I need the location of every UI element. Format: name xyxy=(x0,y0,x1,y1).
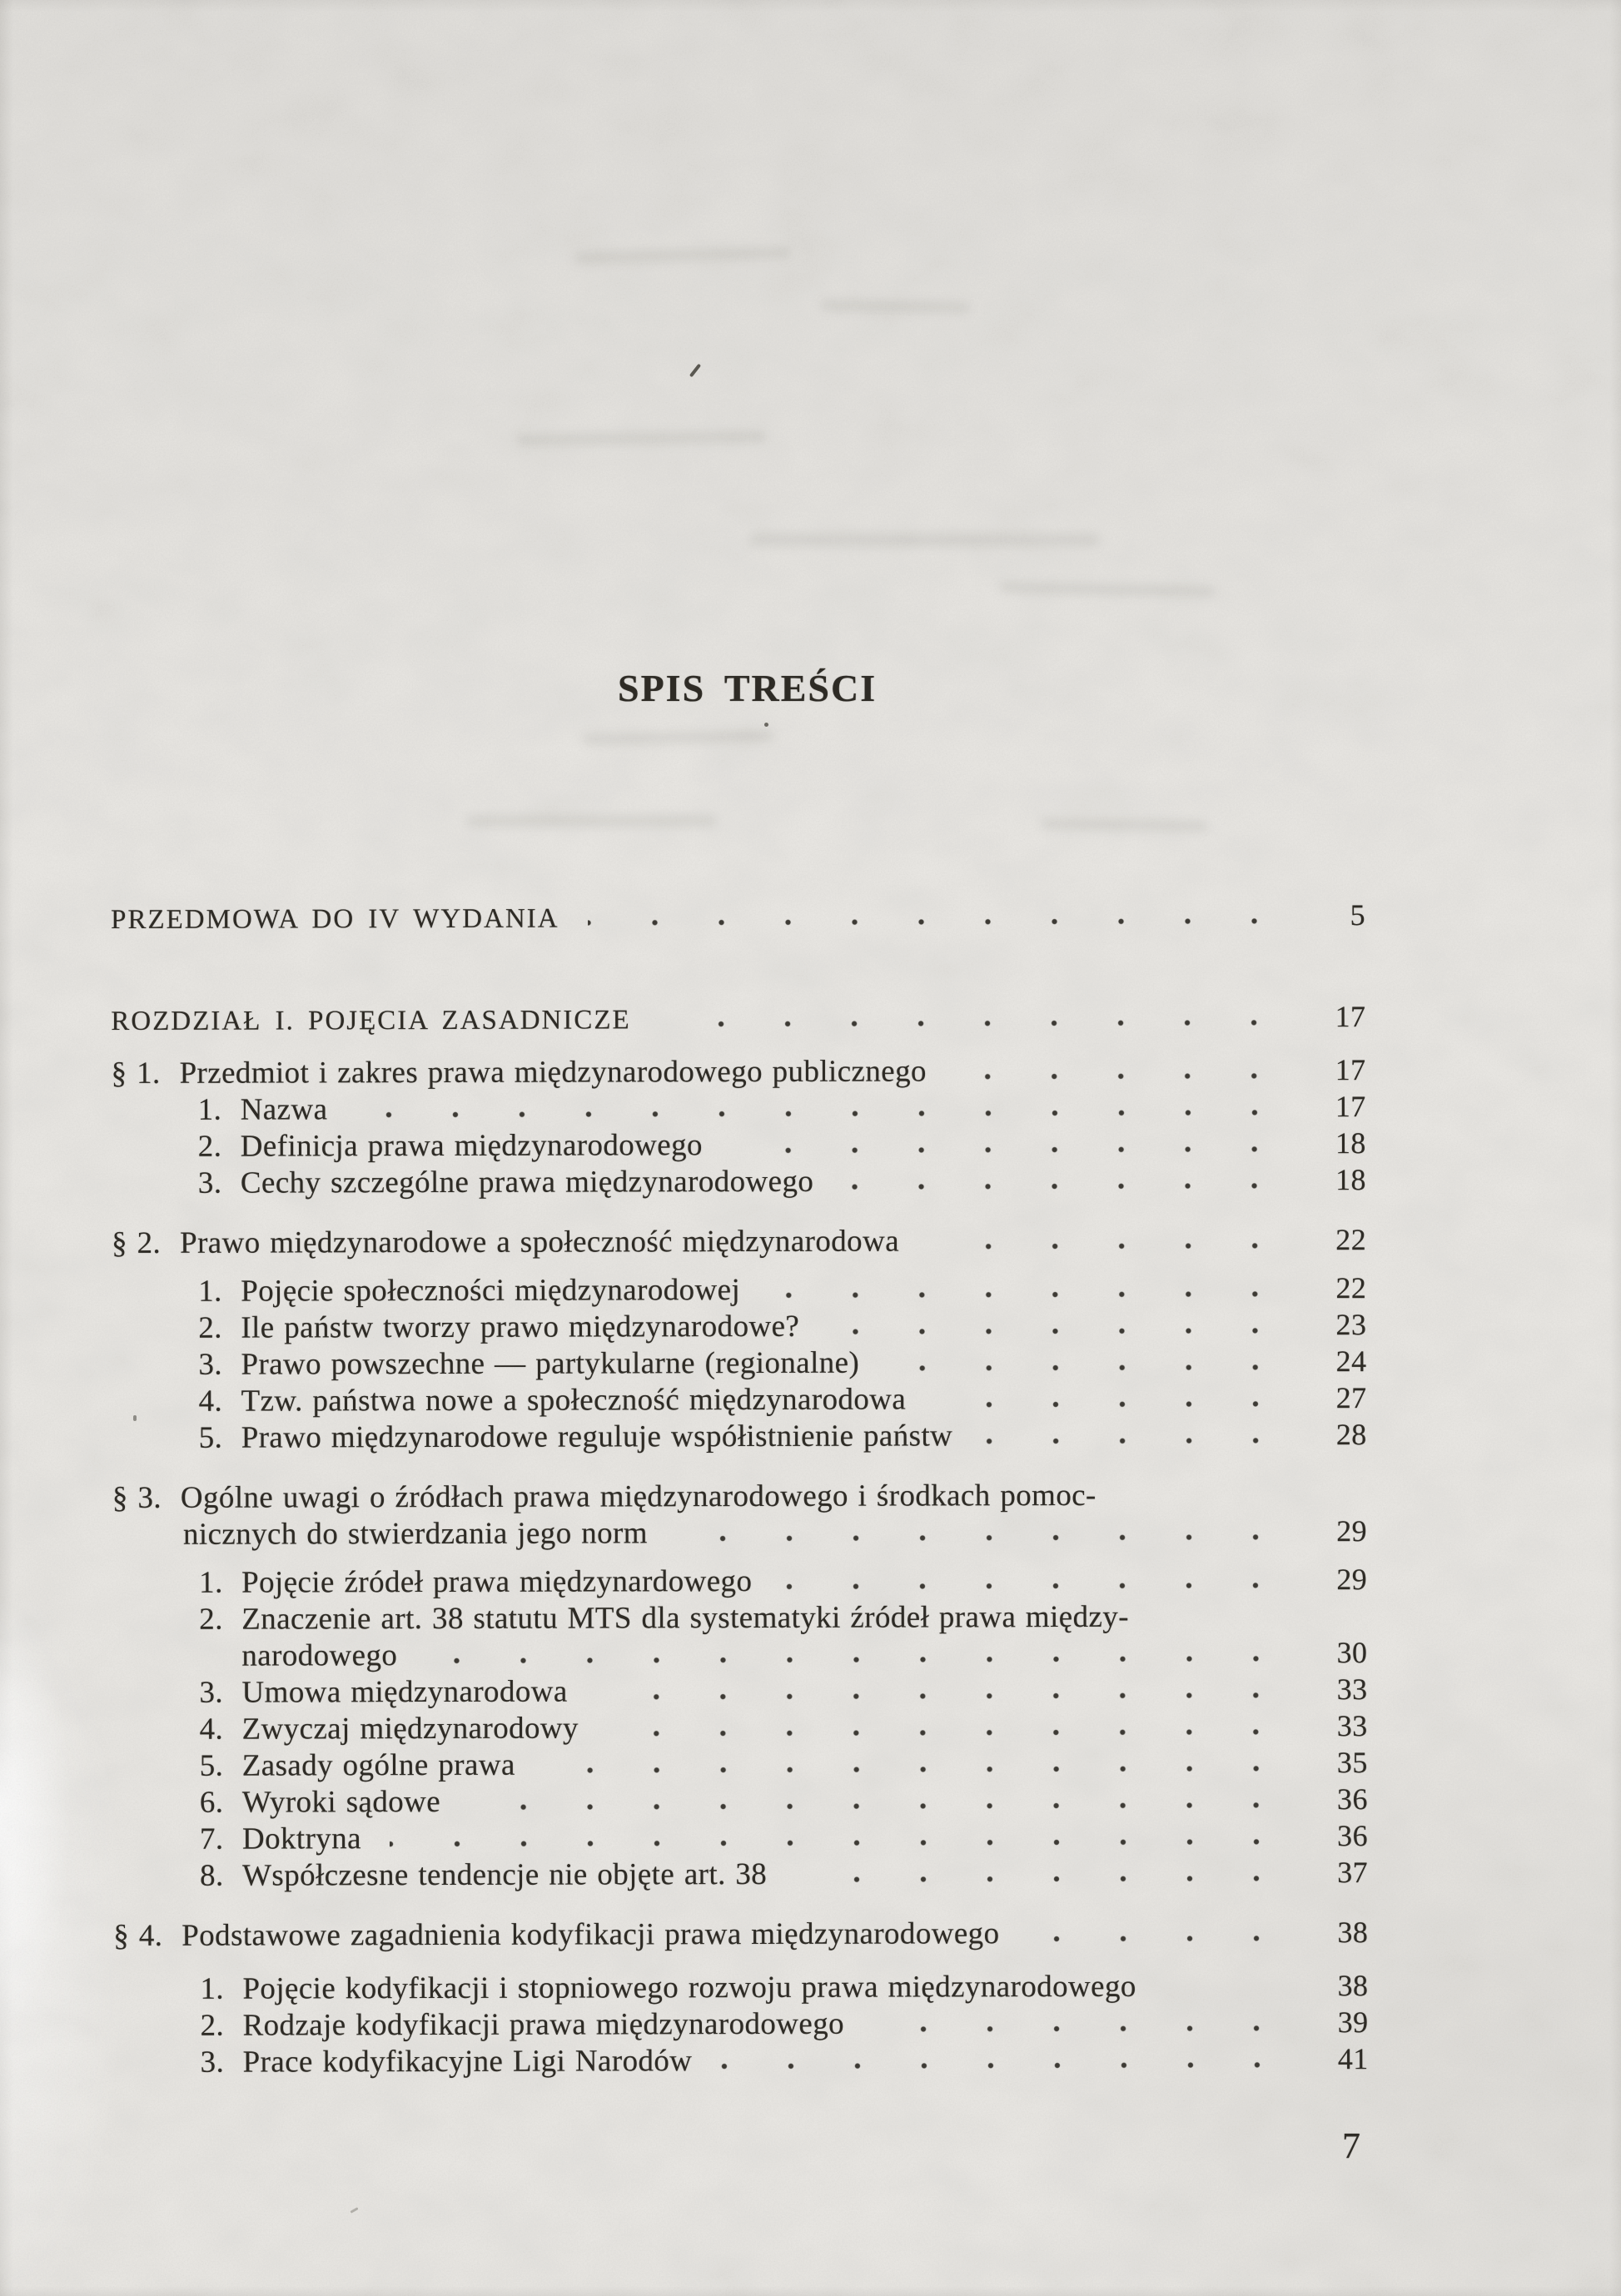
toc-leader-dots xyxy=(544,1762,1290,1776)
ink-speck xyxy=(764,723,768,727)
toc-row xyxy=(112,1126,1366,1165)
toc-entry-text: Prawo powszechne — partykularne (regionalne) xyxy=(241,1345,860,1382)
toc-page-number: 29 xyxy=(1336,1563,1368,1597)
toc-entry-text: Prace kodyfikacyjne Ligi Narodów xyxy=(242,2044,693,2080)
toc-leader-dots xyxy=(873,2022,1290,2035)
toc-page-number: 27 xyxy=(1335,1381,1367,1415)
toc-entry-text: Pojęcie społeczności międzynarodowej xyxy=(241,1273,741,1309)
toc-entry-text: Ogólne uwagi o źródłach prawa międzynarodowego i środkach pomoc- xyxy=(180,1478,1096,1515)
toc-entry-text: Zwyczaj międzynarodowy xyxy=(241,1711,579,1747)
toc-leader-dots xyxy=(780,1579,1289,1593)
toc-leader-dots xyxy=(842,1180,1288,1192)
toc-leader-dots xyxy=(588,915,1288,928)
toc-entry-marker: 1. xyxy=(197,1092,222,1127)
toc-page-number: 38 xyxy=(1337,1916,1369,1950)
toc-entry-marker: 8. xyxy=(200,1858,224,1893)
toc-entry-marker: 1. xyxy=(200,1971,225,2006)
toc-row xyxy=(113,1818,1368,1858)
toc-leader-dots xyxy=(888,1361,1288,1374)
toc-leader-dots xyxy=(596,1689,1290,1702)
toc-row xyxy=(113,1745,1368,1785)
toc-entry-text: Ile państw tworzy prawo międzynarodowe? xyxy=(241,1309,800,1345)
toc-leader-dots xyxy=(1027,1932,1290,1945)
toc-entry-marker: 6. xyxy=(199,1785,224,1820)
toc-entry-marker: 3. xyxy=(197,1165,222,1200)
toc-row xyxy=(112,1222,1366,1262)
toc-leader-dots xyxy=(981,1434,1288,1447)
toc-entry-marker: 1. xyxy=(199,1565,223,1600)
toc-entry-marker: § 2. xyxy=(112,1225,162,1260)
toc-row xyxy=(111,999,1365,1039)
toc-entry-marker: 2. xyxy=(197,1129,222,1164)
toc-entry-marker: § 3. xyxy=(112,1480,162,1515)
toc-entry-marker: 2. xyxy=(199,1602,223,1637)
toc-row xyxy=(112,1380,1367,1420)
toc-leader-dots xyxy=(356,1106,1287,1121)
toc-page-number: 41 xyxy=(1337,2042,1369,2076)
toc-page-number: 30 xyxy=(1336,1636,1368,1670)
toc-row xyxy=(113,1782,1368,1821)
toc-row xyxy=(112,1344,1366,1384)
toc-row xyxy=(112,1598,1367,1638)
toc-leader-dots xyxy=(425,1652,1289,1667)
toc-page-number: 22 xyxy=(1335,1223,1367,1257)
toc-leader-dots xyxy=(955,1070,1288,1082)
toc-leader-dots xyxy=(659,1016,1288,1030)
toc-row xyxy=(112,1270,1366,1310)
toc-row xyxy=(113,1968,1368,2008)
toc-leader-dots xyxy=(1125,1494,1289,1507)
toc-page-number: 33 xyxy=(1336,1672,1368,1707)
toc-row xyxy=(112,1635,1367,1675)
toc-entry-text: Tzw. państwa nowe a społeczność międzynarodowa xyxy=(241,1382,907,1419)
bleed-through-smudge xyxy=(820,300,970,312)
toc-entry-marker: 3. xyxy=(198,1347,223,1382)
toc-entry-text: nicznych do stwierdzania jego norm xyxy=(182,1516,648,1552)
toc-page-number: 37 xyxy=(1337,1856,1369,1890)
toc-leader-dots xyxy=(720,2059,1290,2072)
toc-page-number: 29 xyxy=(1336,1514,1368,1548)
bleed-through-smudge xyxy=(1041,819,1207,832)
toc-page-number: 18 xyxy=(1335,1126,1366,1160)
toc-page-number: 35 xyxy=(1336,1746,1368,1780)
bleed-through-smudge xyxy=(466,816,716,826)
toc-leader-dots xyxy=(676,1531,1289,1544)
toc-entry-text: Prawo międzynarodowe reguluje współistnienie państw xyxy=(241,1419,953,1455)
toc-entry-text: Podstawowe zagadnienia kodyfikacji prawa międzynarodowego xyxy=(181,1916,1000,1953)
toc-entry-text: Znaczenie art. 38 statutu MTS dla systematyki źródeł prawa między- xyxy=(241,1599,1129,1637)
toc-row xyxy=(112,1672,1367,1712)
toc-page-number: 28 xyxy=(1335,1418,1367,1452)
toc-row xyxy=(112,1513,1367,1553)
toc-entry-text: narodowego xyxy=(241,1638,398,1673)
ink-speck xyxy=(350,2207,358,2214)
toc-row xyxy=(113,2005,1368,2045)
toc-leader-dots xyxy=(1165,1985,1290,1997)
toc-page-number: 23 xyxy=(1335,1308,1367,1342)
bleed-through-smudge xyxy=(999,582,1216,596)
toc-leader-dots xyxy=(934,1398,1288,1410)
toc-row xyxy=(111,897,1365,937)
toc-row xyxy=(112,1307,1366,1347)
bleed-through-smudge xyxy=(516,431,766,445)
toc-entry-text: Współczesne tendencje nie objęte art. 38 xyxy=(242,1856,768,1893)
page-title: SPIS TREŚCI xyxy=(618,667,878,709)
toc-page-number: 18 xyxy=(1335,1163,1366,1197)
toc-list xyxy=(111,897,1369,2081)
toc-entry-text: Umowa międzynarodowa xyxy=(241,1674,568,1710)
toc-row xyxy=(112,1162,1366,1202)
toc-entry-text: Pojęcie kodyfikacji i stopniowego rozwoju prawa międzynarodowego xyxy=(242,1969,1136,2006)
toc-page-number: 24 xyxy=(1335,1344,1367,1379)
toc-entry-marker: 5. xyxy=(199,1748,224,1783)
toc-entry-marker: 5. xyxy=(198,1420,223,1455)
toc-entry-text: Doktryna xyxy=(241,1821,361,1856)
toc-row xyxy=(113,1855,1368,1895)
toc-entry-text: Rodzaje kodyfikacji prawa międzynarodowego xyxy=(242,2006,845,2043)
toc-page-number: 17 xyxy=(1335,1090,1366,1124)
toc-entry-text: Zasady ogólne prawa xyxy=(241,1747,515,1783)
toc-page-number: 39 xyxy=(1337,2005,1369,2040)
toc-row xyxy=(112,1417,1367,1457)
toc-entry-text: PRZEDMOWA DO IV WYDANIA xyxy=(111,903,559,935)
toc-entry-marker: § 1. xyxy=(111,1056,161,1091)
toc-row xyxy=(113,1915,1368,1955)
toc-leader-dots xyxy=(795,1872,1290,1886)
toc-entry-marker: § 4. xyxy=(113,1918,163,1953)
toc-page-number: 38 xyxy=(1337,1969,1369,2003)
toc-leader-dots xyxy=(390,1836,1290,1850)
toc-entry-marker: 4. xyxy=(199,1712,224,1747)
toc-leader-dots xyxy=(828,1324,1288,1337)
ink-speck xyxy=(689,364,701,378)
toc-entry-marker: 2. xyxy=(200,2008,225,2043)
toc-entry-marker: 4. xyxy=(198,1384,223,1419)
toc-page-number: 36 xyxy=(1337,1819,1368,1853)
toc-entry-text: Wyroki sądowe xyxy=(241,1784,441,1820)
toc-entry-marker: 3. xyxy=(200,2045,225,2080)
toc-page-number: 36 xyxy=(1336,1782,1368,1816)
toc-row xyxy=(111,1052,1365,1092)
toc-leader-dots xyxy=(768,1288,1288,1301)
bleed-through-smudge xyxy=(574,247,791,264)
toc-entry-marker: 7. xyxy=(199,1821,224,1856)
toc-entry-text: Nazwa xyxy=(240,1092,328,1127)
toc-entry-marker: 1. xyxy=(198,1274,222,1309)
toc-leader-dots xyxy=(731,1143,1288,1156)
toc-entry-marker: 3. xyxy=(199,1675,224,1710)
toc-entry-text: Prawo międzynarodowe a społeczność międzynarodowa xyxy=(180,1224,900,1260)
toc-page-number: 17 xyxy=(1335,1000,1366,1034)
bleed-through-smudge xyxy=(583,731,774,744)
toc-row xyxy=(112,1089,1366,1129)
toc-page-number: 33 xyxy=(1336,1709,1368,1743)
toc-row xyxy=(114,2041,1369,2081)
toc-page-number: 5 xyxy=(1350,898,1366,932)
toc-entry-text: Definicja prawa międzynarodowego xyxy=(240,1128,703,1164)
toc-leader-dots xyxy=(927,1240,1288,1252)
toc-leader-dots xyxy=(607,1726,1290,1739)
toc-leader-dots xyxy=(469,1799,1290,1813)
toc-page-number: 17 xyxy=(1335,1053,1366,1087)
toc-entry-text: ROZDZIAŁ I. POJĘCIA ZASADNICZE xyxy=(111,1005,631,1036)
toc-row xyxy=(112,1562,1367,1602)
toc-entry-marker: 2. xyxy=(198,1310,222,1345)
toc-row xyxy=(113,1708,1368,1748)
toc-leader-dots xyxy=(1157,1616,1289,1628)
toc-entry-text: Pojęcie źródeł prawa międzynardowego xyxy=(241,1563,753,1600)
toc-entry-text: Cechy szczególne prawa międzynarodowego xyxy=(240,1164,814,1200)
toc-page-number: 22 xyxy=(1335,1271,1367,1305)
toc-row xyxy=(112,1477,1367,1517)
footer-page-number: 7 xyxy=(1342,2125,1360,2166)
bleed-through-smudge xyxy=(749,534,1099,545)
toc-entry-text: Przedmiot i zakres prawa międzynarodowego publicznego xyxy=(179,1054,927,1091)
